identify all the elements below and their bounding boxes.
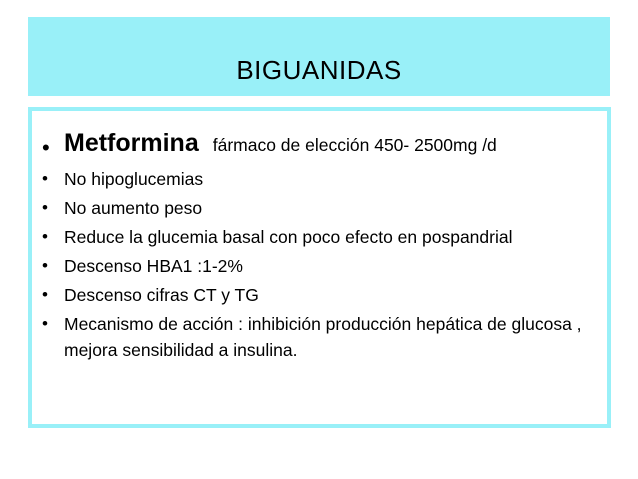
bullet-text: Mecanismo de acción : inhibición producción hepática de glucosa , mejora sensibilidad a insulina.: [64, 314, 582, 360]
list-item: [32, 195, 607, 221]
list-item: [32, 224, 534, 250]
list-item: [32, 282, 607, 308]
title-banner: [28, 17, 610, 96]
bullet-text: No aumento peso: [64, 198, 203, 218]
list-item: [32, 253, 607, 279]
list-item: [32, 166, 607, 192]
bullet-dot: •: [42, 227, 48, 246]
bullet-dot: •: [42, 285, 48, 304]
bullet-text: Reduce la glucemia basal con poco efecto en pospandrial: [64, 227, 513, 247]
bullet-text: Descenso HBA1 :1-2%: [64, 256, 243, 276]
bullet-list: [32, 125, 607, 366]
slide-title: BIGUANIDAS: [236, 55, 402, 85]
bullet-dot: •: [42, 256, 48, 275]
bullet-text: Descenso cifras CT y TG: [64, 285, 259, 305]
lead-bullet: [32, 125, 607, 163]
bullet-dot: •: [42, 169, 48, 188]
bullet-dot: •: [42, 314, 48, 333]
drug-name: Metformina: [64, 129, 199, 157]
bullet-dot: •: [42, 135, 50, 160]
bullet-text: No hipoglucemias: [64, 169, 204, 189]
content-panel: [28, 107, 611, 428]
drug-description: fármaco de elección 450- 2500mg /d: [212, 135, 497, 155]
bullet-dot: •: [42, 198, 48, 217]
list-item: [32, 311, 619, 363]
